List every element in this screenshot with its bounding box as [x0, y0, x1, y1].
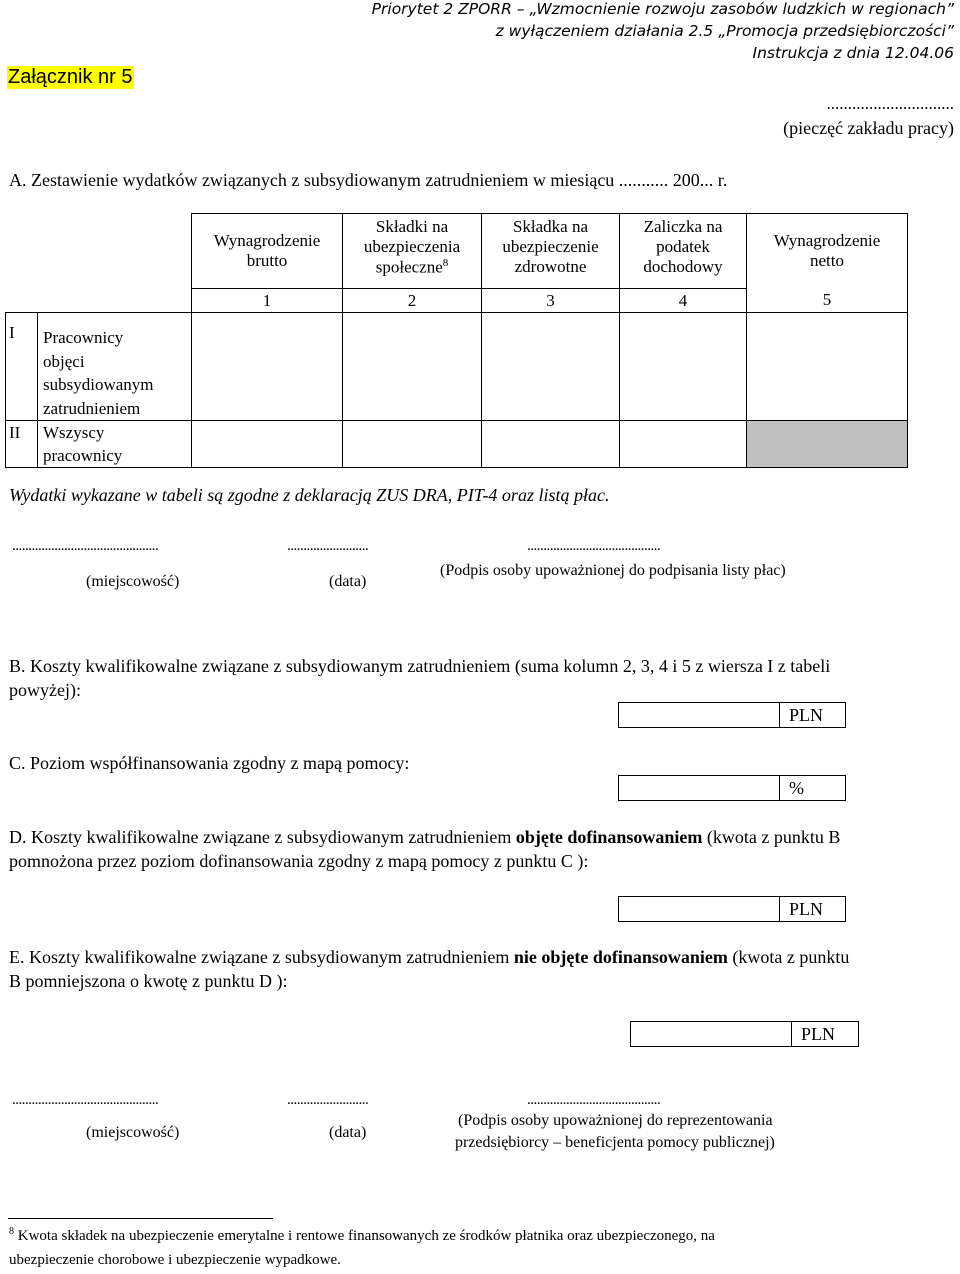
- header-instruction-date: Instrukcja z dnia 12.04.06: [752, 44, 954, 62]
- row-number-i: I: [6, 313, 38, 421]
- section-c-unit: %: [789, 778, 804, 798]
- cell-i-4: [620, 313, 747, 421]
- cell-ii-2: [343, 421, 482, 468]
- stamp-dots: ..............................: [826, 94, 954, 113]
- section-d-line1: D. Koszty kwalifikowalne związane z subsydiowanym zatrudnieniem objęte dofinansowaniem (kwota z punktu B: [9, 827, 841, 847]
- signature-dots-2: .........................................: [527, 1092, 661, 1108]
- stamp-label: (pieczęć zakładu pracy): [783, 118, 954, 138]
- date-label-2: (data): [329, 1124, 367, 1141]
- section-c-percent-field[interactable]: [618, 775, 846, 801]
- place-label-2: (miejscowość): [86, 1124, 180, 1141]
- cell-ii-1: [192, 421, 343, 468]
- table-corner-empty: [6, 214, 192, 313]
- footnote-ref: 8: [442, 257, 449, 269]
- header-net-salary: Wynagrodzenie netto: [747, 214, 908, 289]
- date-label-1: (data): [329, 573, 367, 590]
- cell-i-2: [343, 313, 482, 421]
- footnote-separator: [8, 1218, 273, 1219]
- section-c-text: C. Poziom współfinansowania zgodny z mapą pomocy:: [9, 753, 410, 773]
- header-social-contributions: Składki na ubezpieczenia społeczne$^8$: [343, 214, 482, 289]
- section-e-unit: PLN: [801, 1024, 836, 1044]
- section-e-line2: B pomniejszona o kwotę z punktu D ):: [9, 971, 288, 991]
- date-dots-2: .........................: [287, 1092, 369, 1108]
- cell-i-1: [192, 313, 343, 421]
- header-program-line: Priorytet 2 ZPORR – „Wzmocnienie rozwoju zasobów ludzkich w regionach”: [371, 0, 954, 18]
- date-dots-1: .........................: [287, 538, 369, 554]
- col-number-5: 5: [747, 289, 908, 313]
- section-d-unit: PLN: [789, 899, 824, 919]
- section-e-line1: E. Koszty kwalifikowalne związane z subsydiowanym zatrudnieniem nie objęte dofinansowaniem (kwota z punktu: [9, 947, 850, 967]
- cell-ii-3: [482, 421, 620, 468]
- signature-label-1: (Podpis osoby upoważnionej do podpisania listy płac): [440, 562, 786, 579]
- cell-i-3: [482, 313, 620, 421]
- expenses-table: [5, 213, 908, 468]
- col-number-2: 2: [343, 289, 482, 313]
- header-income-tax: Zaliczka na podatek dochodowy: [620, 214, 747, 289]
- row-label-subsidized: Pracownicy objęci subsydiowanym zatrudnieniem: [38, 313, 192, 421]
- signature-dots-1: .........................................: [527, 538, 661, 554]
- section-a-title: A. Zestawienie wydatków związanych z subsydiowanym zatrudnieniem w miesiącu ........... 200... r.: [9, 170, 728, 190]
- cell-ii-4: [620, 421, 747, 468]
- annex-number: Załącznik nr 5: [8, 66, 133, 88]
- place-dots-1: .............................................: [12, 538, 159, 554]
- section-e-amount-field[interactable]: [630, 1021, 859, 1047]
- col-number-3: 3: [482, 289, 620, 313]
- section-d-amount-field[interactable]: [618, 896, 846, 922]
- cell-ii-5-shaded: [747, 421, 908, 468]
- signature-label-2-line1: (Podpis osoby upoważnionej do reprezentowania: [458, 1112, 773, 1129]
- col-number-1: 1: [192, 289, 343, 313]
- place-dots-2: .............................................: [12, 1092, 159, 1108]
- header-health-insurance: Składka na ubezpieczenie zdrowotne: [482, 214, 620, 289]
- header-gross-salary: Wynagrodzenie brutto: [192, 214, 343, 289]
- section-b-line2: powyżej):: [9, 680, 81, 700]
- section-b-line1: B. Koszty kwalifikowalne związane z subsydiowanym zatrudnieniem (suma kolumn 2, 3, 4 i 5 z wiersza I z tabeli: [9, 656, 831, 676]
- footnote-line1: $^8$ Kwota składek na ubezpieczenie emerytalne i rentowe finansowanych ze środków płatnika oraz ubezpieczonego, na: [9, 1226, 715, 1244]
- place-label-1: (miejscowość): [86, 573, 180, 590]
- signature-label-2-line2: przedsiębiorcy – beneficjenta pomocy publicznej): [455, 1134, 775, 1151]
- section-d-line2: pomnożona przez poziom dofinansowania zgodny z mapą pomocy z punktu C ):: [9, 851, 589, 871]
- row-label-all-workers: Wszyscy pracownicy: [38, 421, 192, 468]
- section-b-unit: PLN: [789, 705, 824, 725]
- header-exclusion-line: z wyłączeniem działania 2.5 „Promocja przedsiębiorczości”: [495, 22, 954, 40]
- col-number-4: 4: [620, 289, 747, 313]
- row-number-ii: II: [6, 421, 38, 468]
- section-b-amount-field[interactable]: [618, 702, 846, 728]
- declaration-text: Wydatki wykazane w tabeli są zgodne z deklaracją ZUS DRA, PIT-4 oraz listą płac.: [9, 485, 610, 505]
- cell-i-5: [747, 313, 908, 421]
- footnote-line2: ubezpieczenie chorobowe i ubezpieczenie wypadkowe.: [9, 1252, 341, 1268]
